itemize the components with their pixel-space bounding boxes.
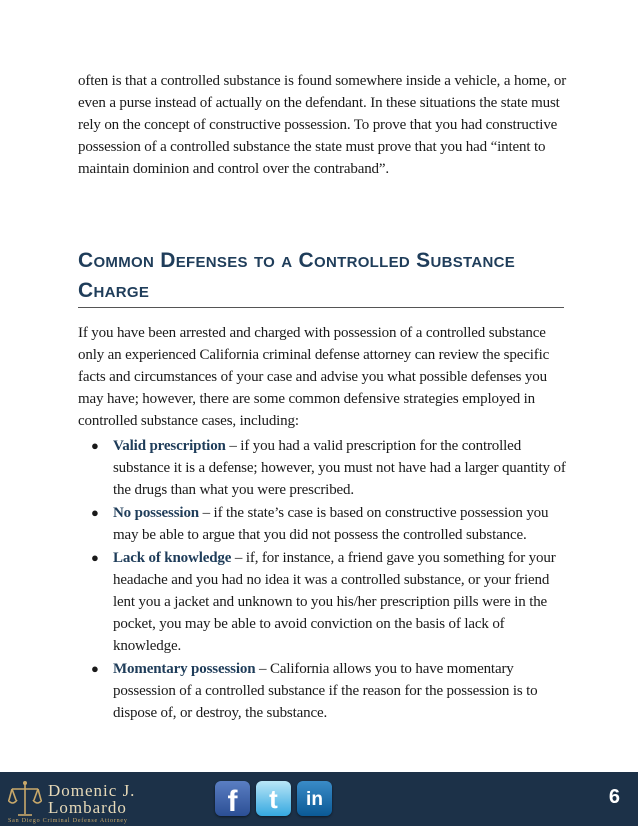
defense-text: – if you had a valid prescription for the controlled substance it is a defense; however, you must not have had a larger quantity of the drugs than what you were prescribed. xyxy=(113,438,566,498)
logo-tagline: San Diego Criminal Defense Attorney xyxy=(8,818,128,824)
list-item xyxy=(78,547,568,657)
bullet-icon: ● xyxy=(91,661,99,676)
logo-name-line2: Lombardo xyxy=(48,798,127,817)
defense-term: Momentary possession xyxy=(113,661,256,677)
facebook-icon[interactable] xyxy=(215,781,250,816)
defense-text: – if the state’s case is based on constructive possession you may be able to argue that you did not possess the controlled substance. xyxy=(113,505,549,543)
section-heading: Common Defenses to a Controlled Substance Charge xyxy=(78,249,516,302)
defense-text: – if, for instance, a friend gave you something for your headache and you had no idea it was a controlled substance, or your friend lent you a jacket and unknown to you his/her prescription pills were in the pocket, you may be able to avoid conviction on the basis of lack of knowledge. xyxy=(113,550,556,654)
facebook-glyph: f xyxy=(227,785,238,818)
page-number: 6 xyxy=(608,786,620,808)
page-footer xyxy=(0,772,638,826)
defense-term: No possession xyxy=(113,505,199,521)
twitter-glyph: t xyxy=(269,784,278,814)
list-item xyxy=(78,658,568,724)
list-item xyxy=(78,502,568,546)
firm-logo[interactable] xyxy=(8,778,188,826)
bullet-icon: ● xyxy=(91,505,99,520)
linkedin-glyph: in xyxy=(306,789,323,810)
twitter-icon[interactable] xyxy=(256,781,291,816)
logo-name xyxy=(48,782,188,816)
bullet-icon: ● xyxy=(91,438,99,453)
defense-term: Lack of knowledge xyxy=(113,550,232,566)
bullet-icon: ● xyxy=(91,550,99,565)
heading-underline xyxy=(78,307,564,308)
section-paragraph: If you have been arrested and charged with possession of a controlled substance only an experienced California criminal defense attorney can review the specific facts and circumstances of your case and advise you what possible defenses you may have; however, there are some common defensive strategies employed in controlled substance cases, including: xyxy=(78,325,550,429)
intro-paragraph: often is that a controlled substance is found somewhere inside a vehicle, a home, or even a purse instead of actually on the defendant. In these situations the state must rely on the concept of constructive possession. To prove that you had constructive possession of a controlled substance the state must prove that you had “intent to maintain dominion and control over the contraband”. xyxy=(78,73,567,177)
defense-text: – California allows you to have momentary possession of a controlled substance if the reason for the possession is to dispose of, or destroy, the substance. xyxy=(113,661,538,721)
list-item xyxy=(78,435,568,501)
linkedin-icon[interactable] xyxy=(297,781,332,816)
scales-of-justice-icon xyxy=(8,780,42,820)
defense-list xyxy=(78,435,568,725)
defense-term: Valid prescription xyxy=(113,438,226,454)
logo-name-line1: Domenic J. xyxy=(48,781,136,800)
